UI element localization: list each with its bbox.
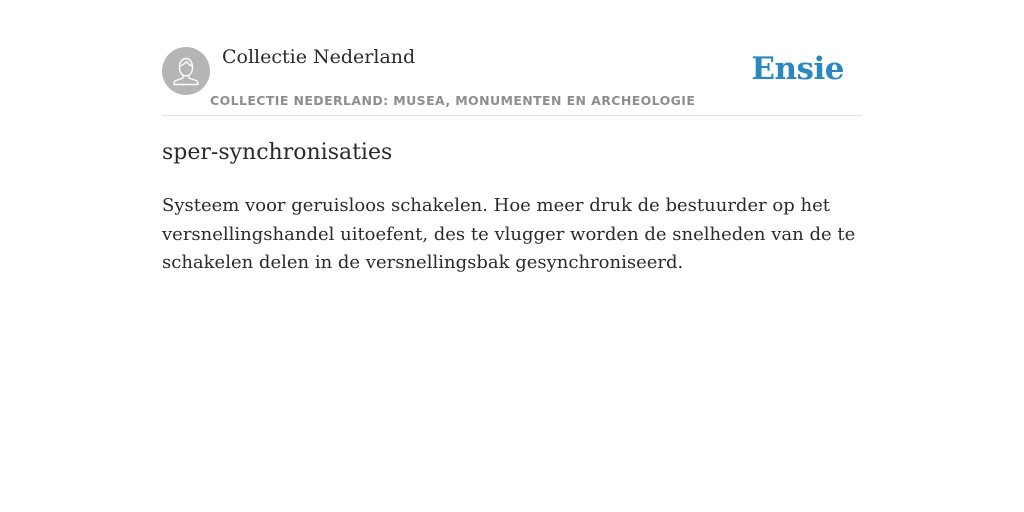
- entry-definition: Systeem voor geruisloos schakelen. Hoe meer druk de bestuurder op het versnellingshandel uitoefent, des te vlugger worden de snelheden van de te schakelen delen in de versnellingsbak gesynchroniseerd.: [162, 195, 856, 273]
- source-link[interactable]: COLLECTIE NEDERLAND: MUSEA, MONUMENTEN EN ARCHEOLOGIE: [210, 93, 696, 108]
- entry-term: sper-synchronisaties: [162, 140, 393, 165]
- avatar[interactable]: [162, 47, 210, 95]
- author-name[interactable]: Collectie Nederland: [222, 46, 416, 68]
- ensie-logo[interactable]: Ensie: [751, 51, 844, 87]
- user-silhouette-icon: [162, 47, 210, 95]
- entry-header: [162, 40, 862, 116]
